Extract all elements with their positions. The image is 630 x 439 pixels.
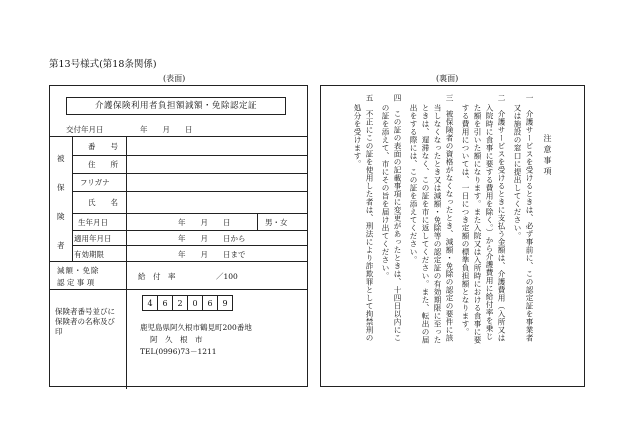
address-label: 住 所 [88, 160, 118, 169]
furigana-label: フリガナ [80, 178, 110, 187]
insurer-digit-box: 2 [172, 295, 188, 311]
front-side-label: (表面) [163, 74, 186, 83]
insurer-digit-box: 0 [187, 295, 203, 311]
birthdate-label: 生年月日 [78, 218, 108, 227]
row-line [72, 155, 308, 156]
insured-label-char: 被 [57, 154, 65, 163]
benefit-rate-label: 給 付 率 [138, 272, 176, 281]
note-line: 入院時に食事に要する費用を除く。）から介護費用に給付率を乗じ [485, 104, 494, 341]
form-title: 第13号様式(第18条関係) [49, 59, 157, 70]
insured-label-char: 者 [57, 241, 65, 250]
notes-heading: 注意事項 [543, 134, 552, 178]
row-line [72, 230, 308, 231]
row-line [72, 191, 308, 192]
issue-date-value: 年 月 日 [140, 125, 193, 134]
note-line: 又は施設の窓口に提出してください。 [513, 104, 522, 240]
sex-value: 男・女 [265, 218, 288, 227]
certificate-title: 介護保険利用者負担額減額・免除認定証 [66, 97, 286, 115]
note-line: 一 介護サービスを受けるときは、必ず事前に、この認定証を事業者 [525, 94, 534, 342]
insured-label-char: 保 [57, 183, 65, 192]
column-line [257, 213, 258, 230]
insurer-digit-box: 6 [202, 295, 218, 311]
note-line: 処分を受けます。 [353, 104, 362, 168]
expiry-value: 年 月 日まで [178, 250, 246, 259]
column-line [72, 136, 73, 261]
insurer-name: 阿 久 根 市 [150, 335, 203, 344]
row-line [72, 173, 308, 174]
row-line [72, 245, 308, 246]
reduction-label-2: 認 定 事 項 [57, 278, 95, 287]
row-line [49, 261, 308, 262]
note-line: 三 被保険者の資格がなくなったとき、減額・免除の認定の要件に該 [445, 94, 454, 342]
note-line: 四 この証の表面の記載事項に変更があったときは、十四日以内にこ [393, 94, 402, 342]
note-line: 当しなくなったとき又は減額・免除等の認定証の有効期限に至った [433, 104, 442, 344]
reduction-label: 減額・免除 [57, 266, 100, 275]
row-line [72, 213, 308, 214]
certificate-back-card [320, 85, 585, 387]
note-line: 出をする際には、この証を添えてください。 [409, 104, 418, 264]
start-date-label: 適用年月日 [74, 234, 112, 243]
name-label: 氏 名 [88, 198, 118, 207]
insurer-digit-box: 4 [142, 295, 158, 311]
column-line [126, 136, 127, 389]
table-top-line [49, 136, 308, 137]
insurer-address: 鹿児島県阿久根市鶴見町200番地 [140, 323, 252, 332]
benefit-rate-value: ／100 [216, 272, 238, 281]
note-line: 二 介護サービスを受けるときに支払う金額は、介護費用（入所又は [497, 94, 506, 342]
note-line: の証を添えて、市にその旨を届け出てください。 [381, 104, 390, 280]
expiry-label: 有効期限 [74, 250, 104, 259]
note-line: た額を引いた額になります。また入院又は入所時における食事に要 [473, 104, 482, 344]
insurer-digit-box: 6 [157, 295, 173, 311]
note-line: 五 不正にこの証を使用した者は、刑法により詐欺罪として拘禁刑の [365, 94, 374, 342]
insurer-label: 保険者番号並びに保険者の名称及び印 [55, 307, 115, 336]
insurer-digit-box: 9 [217, 295, 233, 311]
start-date-value: 年 月 日から [178, 234, 246, 243]
birthdate-value: 年 月 日 [178, 218, 231, 227]
note-line: する費用については、一日につき定額の標準負担額となります。 [461, 104, 470, 336]
note-line: ときは、遅滞なく、この証を市に返してください。また、転出の届 [421, 104, 430, 344]
insured-label-char: 険 [57, 212, 65, 221]
back-side-label: (裏面) [436, 74, 459, 83]
insurer-tel: TEL(0996)73－1211 [140, 347, 217, 356]
issue-date-label: 交付年月日 [66, 125, 104, 134]
row-line [49, 289, 308, 290]
number-label: 番 号 [88, 142, 118, 151]
